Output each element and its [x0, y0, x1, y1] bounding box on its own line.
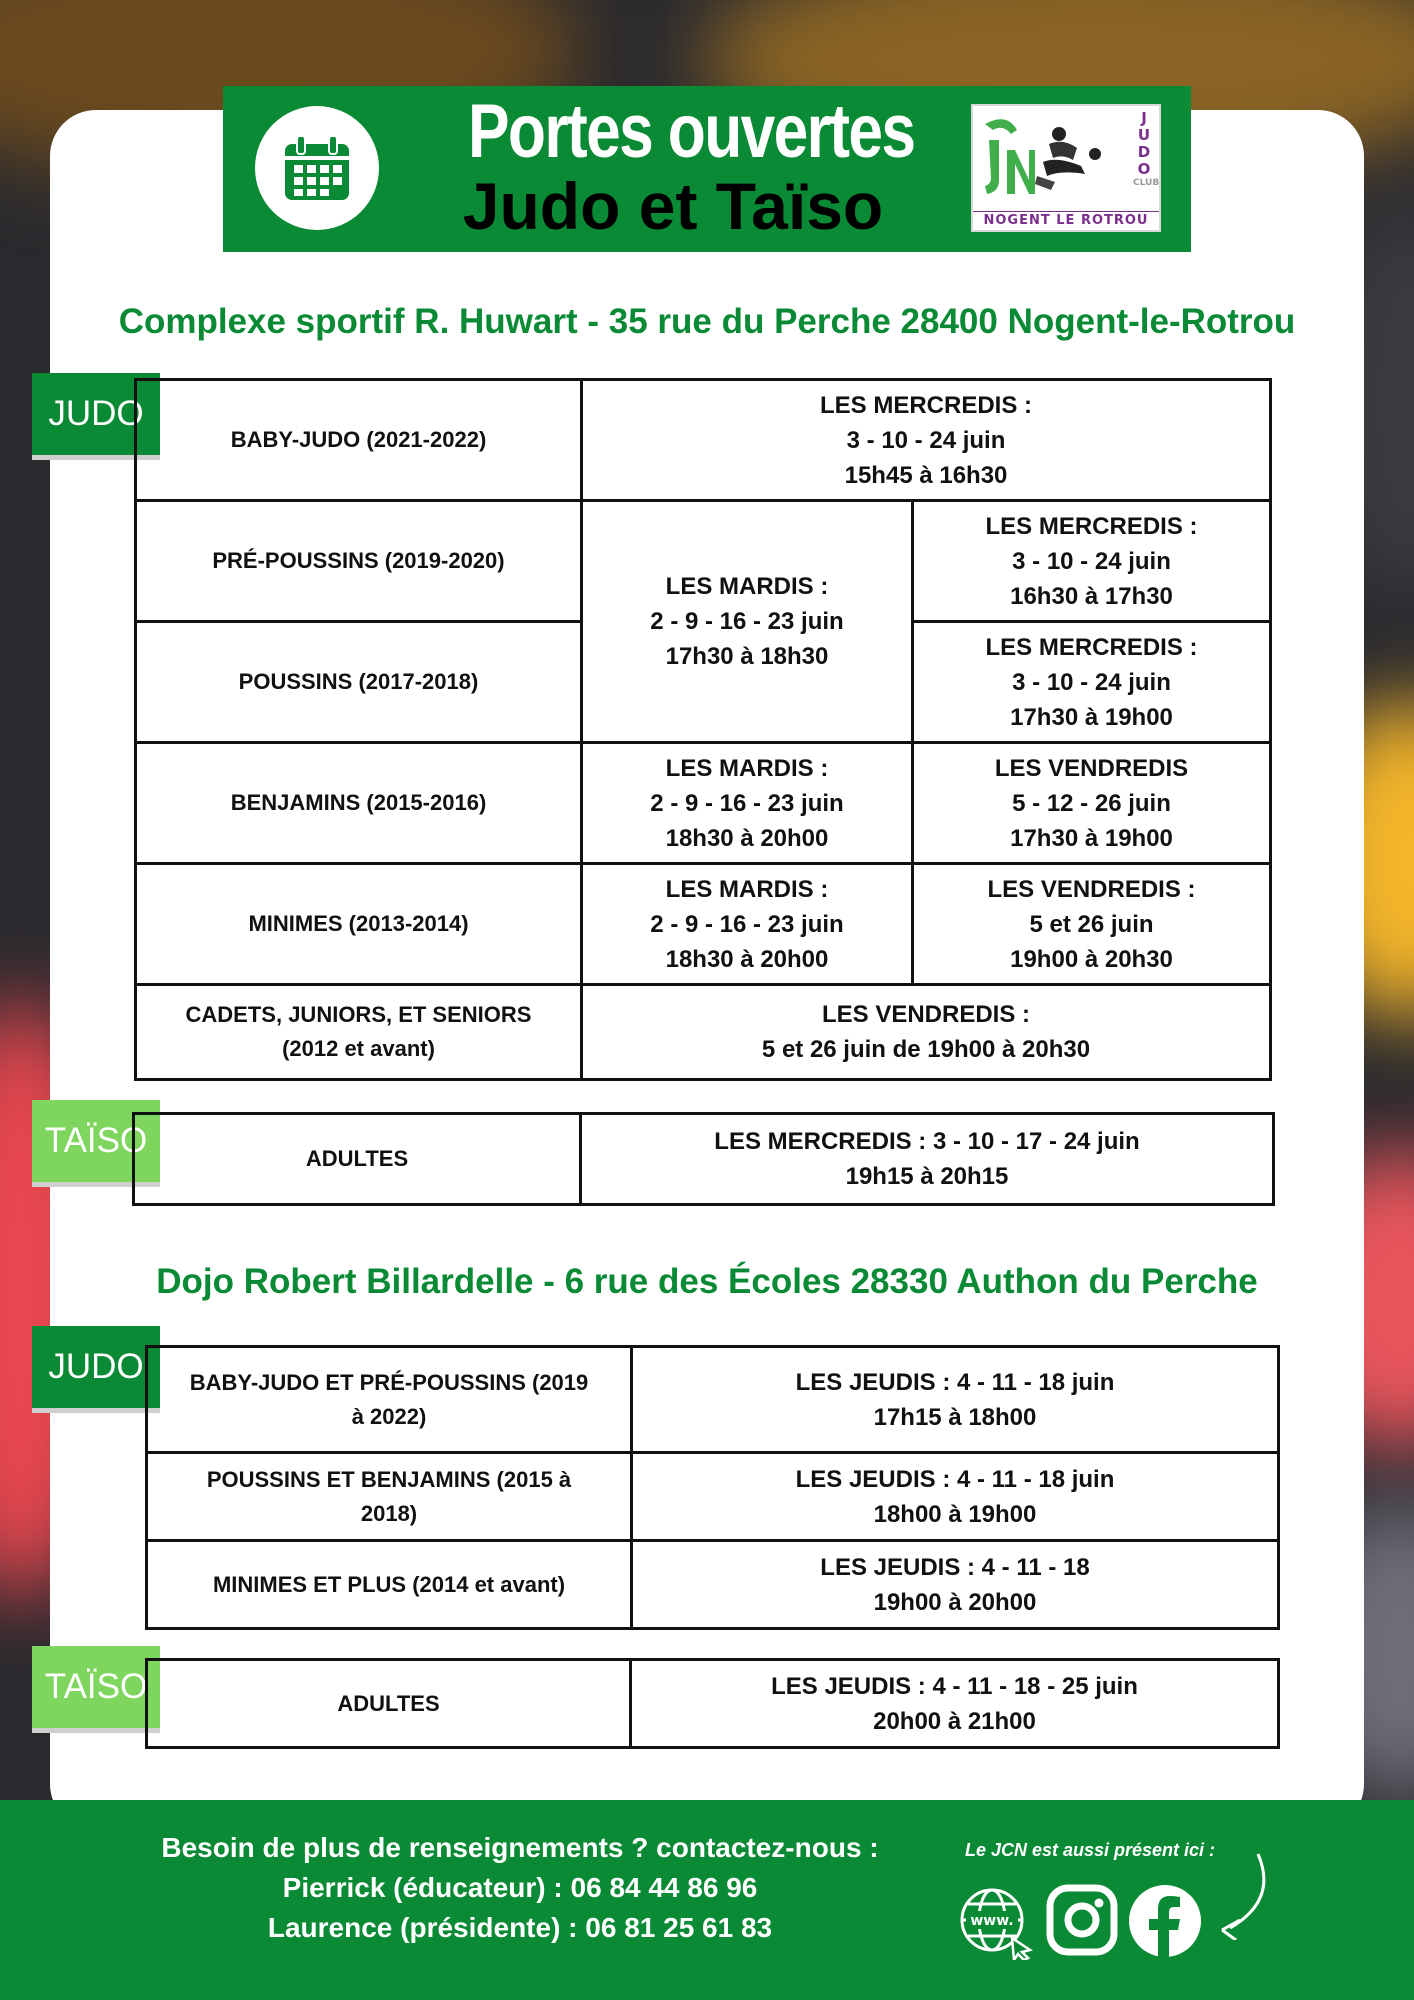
title-line-1: Portes ouvertes: [468, 89, 915, 174]
club-logo: [971, 104, 1161, 232]
contact-line: Pierrick (éducateur) : 06 84 44 86 96: [282, 1872, 758, 1903]
venue-1-taiso-tag: TAÏSO: [32, 1100, 160, 1182]
time-cell: LES MERCREDIS : 3 - 10 - 24 juin 17h30 à 19h00: [913, 622, 1271, 743]
title-line-2: Judo et Taïso: [462, 169, 884, 243]
time-cell: LES JEUDIS : 4 - 11 - 18 - 25 juin 20h00 à 21h00: [631, 1660, 1279, 1748]
group-cell: PRÉ-POUSSINS (2019-2020): [136, 501, 582, 622]
group-cell: BENJAMINS (2015-2016): [136, 743, 582, 864]
time-cell: LES VENDREDIS : 5 et 26 juin 19h00 à 20h30: [913, 864, 1271, 985]
time-cell: LES MARDIS : 2 - 9 - 16 - 23 juin 17h30 à 18h30: [582, 501, 913, 743]
time-cell: LES MERCREDIS : 3 - 10 - 24 juin 16h30 à 17h30: [913, 501, 1271, 622]
venue-1-title: Complexe sportif R. Huwart - 35 rue du Perche 28400 Nogent-le-Rotrou: [118, 302, 1296, 341]
header-banner: [223, 86, 1191, 252]
table-row: [147, 1453, 1279, 1541]
venue-2-title: Dojo Robert Billardelle - 6 rue des Écoles 28330 Authon du Perche: [156, 1262, 1258, 1301]
group-cell: MINIMES ET PLUS (2014 et avant): [147, 1541, 632, 1629]
svg-text:www.: www.: [970, 1913, 1014, 1929]
page-title: [423, 89, 923, 243]
calendar-icon: [281, 132, 353, 204]
group-cell: ADULTES: [134, 1114, 581, 1205]
time-cell: LES JEUDIS : 4 - 11 - 18 juin 17h15 à 18h00: [632, 1347, 1279, 1453]
logo-side-text: J U D O CLUB: [1133, 109, 1160, 188]
contact-line: Laurence (présidente) : 06 81 25 61 83: [267, 1912, 773, 1943]
social-caption: Le JCN est aussi présent ici :: [964, 1840, 1216, 1860]
instagram-icon[interactable]: [1046, 1884, 1118, 1961]
table-row: [136, 864, 1271, 985]
calendar-icon-circle: [255, 106, 379, 230]
venue-1-judo-table: [134, 378, 1272, 1081]
table-row: [136, 501, 1271, 622]
venue-2-taiso-table: [145, 1658, 1280, 1749]
group-cell: MINIMES (2013-2014): [136, 864, 582, 985]
time-cell: LES MARDIS : 2 - 9 - 16 - 23 juin 18h30 à 20h00: [582, 743, 913, 864]
contact-info: [120, 1828, 920, 1948]
venue-1-judo-tag: JUDO: [32, 373, 160, 455]
time-cell: LES MERCREDIS : 3 - 10 - 24 juin 15h45 à 16h30: [582, 380, 1271, 501]
footer: [0, 1800, 1414, 2000]
table-row: [147, 1541, 1279, 1629]
table-row: [147, 1347, 1279, 1453]
contact-line: Besoin de plus de renseignements ? contactez-nous :: [161, 1832, 879, 1863]
table-row: [136, 743, 1271, 864]
group-cell: BABY-JUDO (2021-2022): [136, 380, 582, 501]
group-cell: POUSSINS ET BENJAMINS (2015 à 2018): [147, 1453, 632, 1541]
venue-2-judo-table: [145, 1345, 1280, 1630]
table-row: [147, 1660, 1279, 1748]
time-cell: LES JEUDIS : 4 - 11 - 18 19h00 à 20h00: [632, 1541, 1279, 1629]
table-row: [136, 380, 1271, 501]
judoka-logo-icon: [977, 110, 1127, 206]
venue-2-taiso-tag: TAÏSO: [32, 1646, 160, 1728]
time-cell: LES VENDREDIS : 5 et 26 juin de 19h00 à 20h30: [582, 985, 1271, 1080]
time-cell: LES MERCREDIS : 3 - 10 - 17 - 24 juin 19h15 à 20h15: [581, 1114, 1274, 1205]
arrow-icon: [1218, 1850, 1278, 1940]
time-cell: LES MARDIS : 2 - 9 - 16 - 23 juin 18h30 à 20h00: [582, 864, 913, 985]
facebook-icon[interactable]: [1128, 1884, 1202, 1963]
web-icon[interactable]: [958, 1884, 1034, 1965]
group-cell: CADETS, JUNIORS, ET SENIORS (2012 et avant): [136, 985, 582, 1080]
logo-bottom-text: NOGENT LE ROTROU: [973, 211, 1159, 228]
venue-2-judo-tag: JUDO: [32, 1326, 160, 1408]
venue-1-taiso-table: [132, 1112, 1275, 1206]
time-cell: LES VENDREDIS 5 - 12 - 26 juin 17h30 à 19h00: [913, 743, 1271, 864]
time-cell: LES JEUDIS : 4 - 11 - 18 juin 18h00 à 19h00: [632, 1453, 1279, 1541]
group-cell: ADULTES: [147, 1660, 631, 1748]
table-row: [136, 985, 1271, 1080]
table-row: [134, 1114, 1274, 1205]
group-cell: POUSSINS (2017-2018): [136, 622, 582, 743]
group-cell: BABY-JUDO ET PRÉ-POUSSINS (2019 à 2022): [147, 1347, 632, 1453]
